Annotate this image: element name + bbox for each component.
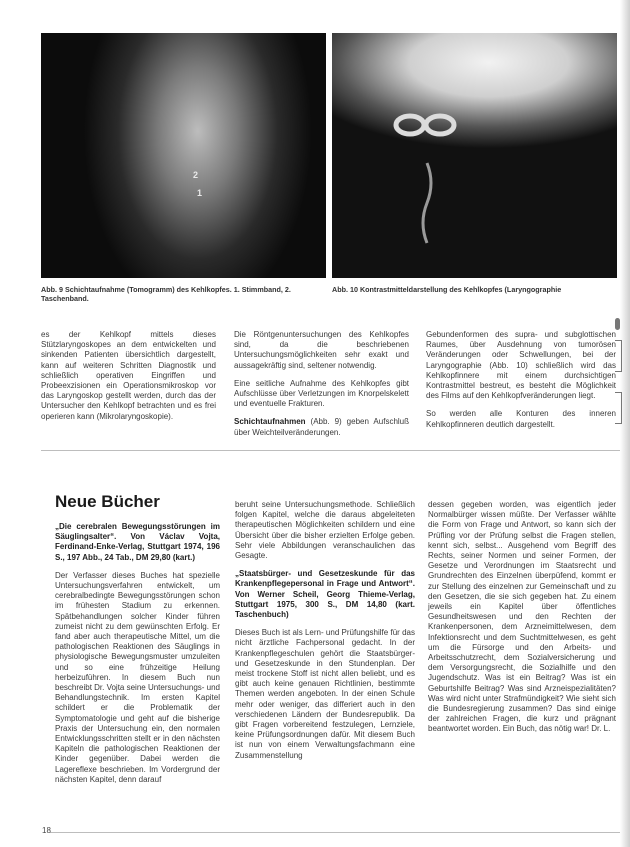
book-2-continuation: dessen gegeben worden, was eigentlich jeder Normalbürger wissen müßte. Der Verfasser wählte die Form von Frage und Antwort, so kann sich der Prüfling vor der Prüfung selbst die Fragen stellen, kennt sich, selbst... Ausgehend vom Begriff des Rechts, seiner Normen und seiner Formen, der Gesetze und Verordnungen im Staatsrecht und Grundrechten des Einzelnen überpüfend, kommt er zur Stellung des einzelnen zur Gemeinschaft und zu den Gesetzen, die sie sich gegeben hat. Zu einem jeweils ein Kapitel über öffentliches Gesundheitswesen und den Rechten der Krankenpersonen, dem Arzneimittelwesen, dem Infektionsrecht und dem Suchtmittelwesen, es geht um die Fürsorge und den Arbeits- und Arbeitsschutzrecht, dem Sozialversicherung und dem Versorgungsrecht, die Sozialhilfe und den Jugendschutz. Was ist ein Beitrag? Was ist ein Geburtshilfe Beitrag? Was sind Arzneispezialitäten? Was wird nicht unter Strafmündigkeit? Wie sieht sich die Bundesregierung zusammen? Das sind einige der zahlreichen Fragen, die kurz und prägnant beantwortet worden. Ein Buch, das nötig war! Dr. L. bbox=[428, 500, 616, 734]
footer-rule bbox=[50, 832, 630, 833]
book-1-review: Der Verfasser dieses Buches hat spezielle Untersuchungsverfahren entwickelt, um cerebralbedingte Bewegungsstörungen schon im frühesten Stadium zu erkennen. Spätbehandlungen solcher Kinder führen zumeist nicht zu dem gewünschten Erfolg. Er fand aber auch therapeutische Mittel, um die pathologischen Reaktionen des Säuglings in physiologische Bewegungsmuster umzuleiten und so eine frühzeitige Heilung herbeizuführen. In diesem Buch nun beschreibt Dr. Vojta seine Untersuchungs- und Behandlungstechnik. Im ersten Kapitel schildert er die Problematik der Symptomatologie und geht auf die bisherige Praxis der Untersuchung ein, den normalen Entwicklungsschritten stellt er in den nächsten Kapiteln die pathologischen Reaktionen der Kinder gegenüber. Dabei werden die Lagereflexe beschrieben. Im Vordergrund der nächsten Kapitel, denn darauf bbox=[55, 570, 220, 784]
book-1-continuation: beruht seine Untersuchungsmethode. Schließlich folgen Kapitel, welche die daraus abgeleiteten therapeutischen Möglichkeiten schildern und eine Übersicht über die bisher erzielten Erfolge geben. Sehr viele Abbildungen veranschaulichen das Gesagte. bbox=[235, 500, 415, 561]
figure-10-caption: Abb. 10 Kontrastmitteldarstellung des Kehlkopfes (Laryngographie bbox=[332, 285, 562, 294]
books-column-1 bbox=[55, 522, 220, 793]
marker-2: 2 bbox=[193, 170, 199, 180]
tomogram-paragraph bbox=[234, 417, 409, 437]
laryngography-image bbox=[332, 33, 617, 278]
tomogram-image bbox=[41, 33, 326, 278]
roentgen-paragraph: Die Röntgenuntersuchungen des Kehlkopfes sind, da die beschriebenen Untersuchungsmöglichkeiten sehr exakt und aussagekräftig sind, seltener notwendig. bbox=[234, 330, 409, 370]
tomogram-text: (Abb. 9) geben Aufschluß über Weichteilveränderungen. bbox=[234, 417, 409, 437]
book-2-review: Dieses Buch ist als Lern- und Prüfungshilfe für das nicht ärztliche Fachpersonal gedacht. In der Krankenpflegeschulen gehört die Staatsbürger- und Gesetzeskunde in den Stundenplan. Der meist trockene Stoff ist nicht allen beliebt, und es gibt auch keine genauen Richtlinien, bestimmte Themen werden angeboten. In der einen Schule mehr oder weniger, das differiert auch in den verschiedenen Ländern der Bundesrepublik. Da gibt Fragen vorbereitend festzulegen, Lernziele, keine Prüfungsordnungen dafür. Mit diesem Buch ist nun von einem Verwaltungsfachmann eine Zusammenstellung bbox=[235, 628, 415, 760]
binding-mark-lower bbox=[615, 392, 622, 424]
books-column-2 bbox=[235, 500, 415, 769]
contrast-shapes-graphic bbox=[332, 33, 617, 278]
book-1-heading: „Die cerebralen Bewegungsstörungen im Säuglingsalter“. Von Václav Vojta, Ferdinand-Enke-Verlag, Stuttgart 1974, 196 S., 197 Abb., 24 Tab., DM 29,80 (kart.) bbox=[55, 522, 220, 562]
book-2-heading: „Staatsbürger- und Gesetzeskunde für das Krankenpflegepersonal in Frage und Antwort“. Von Werner Scheil, Georg Thieme-Verlag, Stuttgart 1975, 300 S., DM 14,80 (kart. Taschenbuch) bbox=[235, 569, 415, 620]
laryngoscope-paragraph: es der Kehlkopf mittels dieses Stützlaryngoskopes an dem entwickelten und sinkenden Patienten übersichtlich dargestellt, kann auf weiteren Schritten Diagnostik und schließlich operativen Eingriffen und Probeexzisionen ein Operationsmikroskop vor das Laryngoskop gestellt werden, durch das der Untersucher den Kehlkopf betrachten und es frei operieren kann (Mikrolaryngoskopie). bbox=[41, 330, 216, 421]
tomogram-term: Schichtaufnahmen bbox=[234, 417, 306, 427]
laryngography-paragraph: Gebundenformen des supra- und subglottischen Raumes, über Ausdehnung von tumorösen Veränderungen oder Schwellungen, bei der Laryngographie (Abb. 10) schließlich wird das Kehlkopfinnere mit einem durchsichtigen Kontrastmittel bestreut, es besteht die Möglichkeit des Films auf den Kehlkopfveränderungen liegt. bbox=[426, 330, 616, 401]
lateral-view-paragraph: Eine seitliche Aufnahme des Kehlkopfes gibt Aufschlüsse über Verletzungen im Knorpelskelett und eventuelle Frakturen. bbox=[234, 378, 409, 409]
marker-1: 1 bbox=[197, 188, 203, 198]
section-divider bbox=[41, 450, 630, 451]
upper-column-1 bbox=[41, 330, 216, 430]
figure-9-caption: Abb. 9 Schichtaufnahme (Tomogramm) des Kehlkopfes. 1. Stimmband, 2. Taschenband. bbox=[41, 285, 291, 303]
books-column-3 bbox=[428, 500, 616, 743]
upper-column-3 bbox=[426, 330, 616, 438]
page-number: 18 bbox=[42, 826, 51, 835]
punch-hole-mark bbox=[615, 318, 620, 330]
binding-mark-upper bbox=[615, 340, 622, 372]
contours-paragraph: So werden alle Konturen des inneren Kehlkopfinneren deutlich dargestellt. bbox=[426, 409, 616, 429]
upper-column-2 bbox=[234, 330, 409, 446]
section-title: Neue Bücher bbox=[55, 492, 160, 511]
